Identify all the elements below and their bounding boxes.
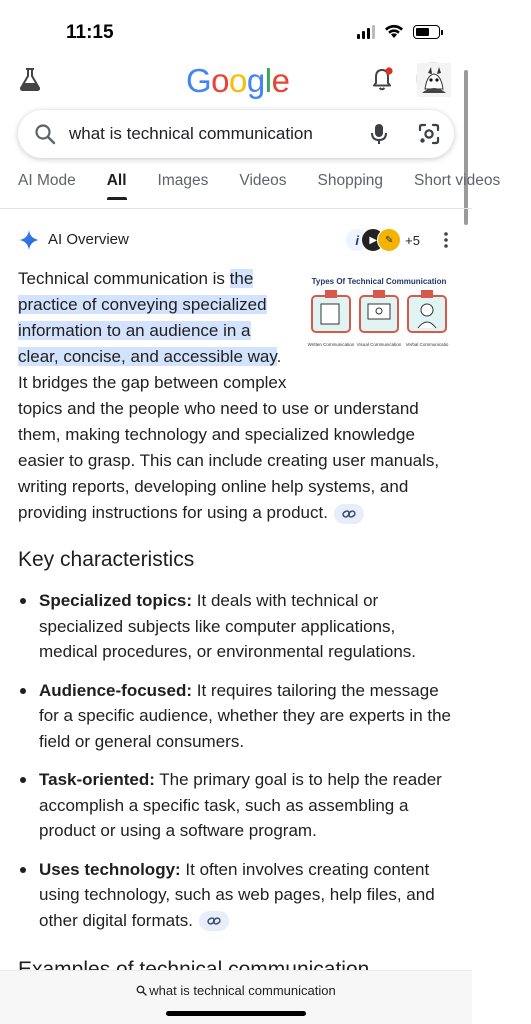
bottom-query-text: what is technical communication [149, 983, 336, 998]
bottom-address-bar[interactable] [0, 970, 472, 1024]
source-count[interactable]: +5 [405, 232, 420, 248]
ai-overview-header [18, 228, 454, 252]
list-item-text: It deals with technical or specialized subjects like computer applications, medical procedures, or environmental regulations. [39, 591, 417, 661]
list-item-term: Uses technology: [39, 859, 181, 879]
battery-icon [413, 25, 440, 39]
search-icon [34, 123, 56, 145]
source-favicon-info-icon[interactable]: i [345, 228, 369, 252]
overview-rest: . It bridges the gap between complex topics and the people who need to use or understand them, making technology and specialized knowledge easier to grasp. This can include creating user manuals, writing reports, developing online help systems, and providing instructions for using a product. [18, 347, 440, 522]
list-item [18, 767, 454, 844]
list-item-text: The primary goal is to help the reader accomplish a specific task, such as assembling a product or using a software program. [39, 770, 442, 840]
ai-sparkle-icon [18, 229, 40, 251]
link-icon [207, 916, 221, 926]
home-indicator[interactable] [166, 1011, 306, 1016]
types-of-technical-communication-image[interactable] [304, 266, 454, 366]
search-input[interactable]: what is technical communication [69, 124, 313, 143]
list-item [18, 678, 454, 755]
list-item [18, 857, 454, 934]
citation-link-chip[interactable] [199, 911, 229, 931]
list-item [18, 588, 454, 665]
source-favicon-play-icon[interactable]: ▶ [361, 228, 385, 252]
list-item-term: Audience-focused: [39, 680, 193, 700]
signal-icon [357, 25, 375, 39]
tab-videos[interactable]: Videos [239, 172, 287, 189]
bottom-query[interactable] [0, 983, 472, 998]
status-icons [357, 24, 440, 39]
link-icon [342, 509, 356, 519]
tabs-divider [0, 208, 472, 209]
wifi-icon [384, 24, 404, 39]
microphone-icon[interactable] [368, 122, 390, 146]
tab-all[interactable]: All [106, 172, 127, 189]
google-lens-icon[interactable] [417, 122, 441, 146]
ai-overview-title: AI Overview [48, 231, 129, 248]
key-characteristics-heading: Key characteristics [18, 548, 195, 571]
citation-link-chip[interactable] [334, 504, 364, 524]
search-tabs [18, 172, 501, 206]
image-title: Types Of Technical Communication [311, 277, 447, 286]
overview-intro: Technical communication is [18, 269, 230, 288]
image-label-verbal: Verbal Communicatio [405, 342, 449, 347]
search-icon [136, 985, 147, 996]
list-item-term: Task-oriented: [39, 770, 155, 789]
ai-overview-body [18, 266, 454, 526]
labs-flask-icon[interactable] [18, 66, 42, 92]
notification-bell-icon[interactable] [370, 66, 394, 92]
source-favicons[interactable] [345, 228, 420, 252]
image-label-visual: Visual Communication [356, 342, 402, 347]
list-item-text: It requires tailoring the message for a specific audience, whether they are experts in the field or general consumers. [39, 680, 452, 751]
search-box[interactable] [18, 110, 454, 158]
image-label-written: Written Communication [307, 342, 355, 347]
key-characteristics-list [18, 588, 454, 946]
overview-highlight[interactable]: the practice of conveying specialized information to an audience in a clear, concise, and accessible way [18, 269, 277, 366]
google-logo[interactable]: Google [186, 62, 290, 99]
list-item-term: Specialized topics: [39, 591, 193, 610]
tab-ai-mode[interactable]: AI Mode [18, 172, 76, 189]
list-item-text: It often involves creating content using technology, such as web pages, help files, and other digital formats. [39, 859, 435, 930]
status-bar [0, 0, 472, 60]
source-favicon-pencil-icon[interactable]: ✎ [377, 228, 401, 252]
tab-images[interactable]: Images [157, 172, 209, 189]
top-row [0, 58, 472, 102]
avatar[interactable] [416, 62, 450, 96]
status-time: 11:15 [66, 22, 114, 43]
tab-short-videos[interactable]: Short videos [414, 172, 501, 189]
more-options-icon[interactable] [444, 232, 448, 248]
tab-shopping[interactable]: Shopping [317, 172, 384, 189]
